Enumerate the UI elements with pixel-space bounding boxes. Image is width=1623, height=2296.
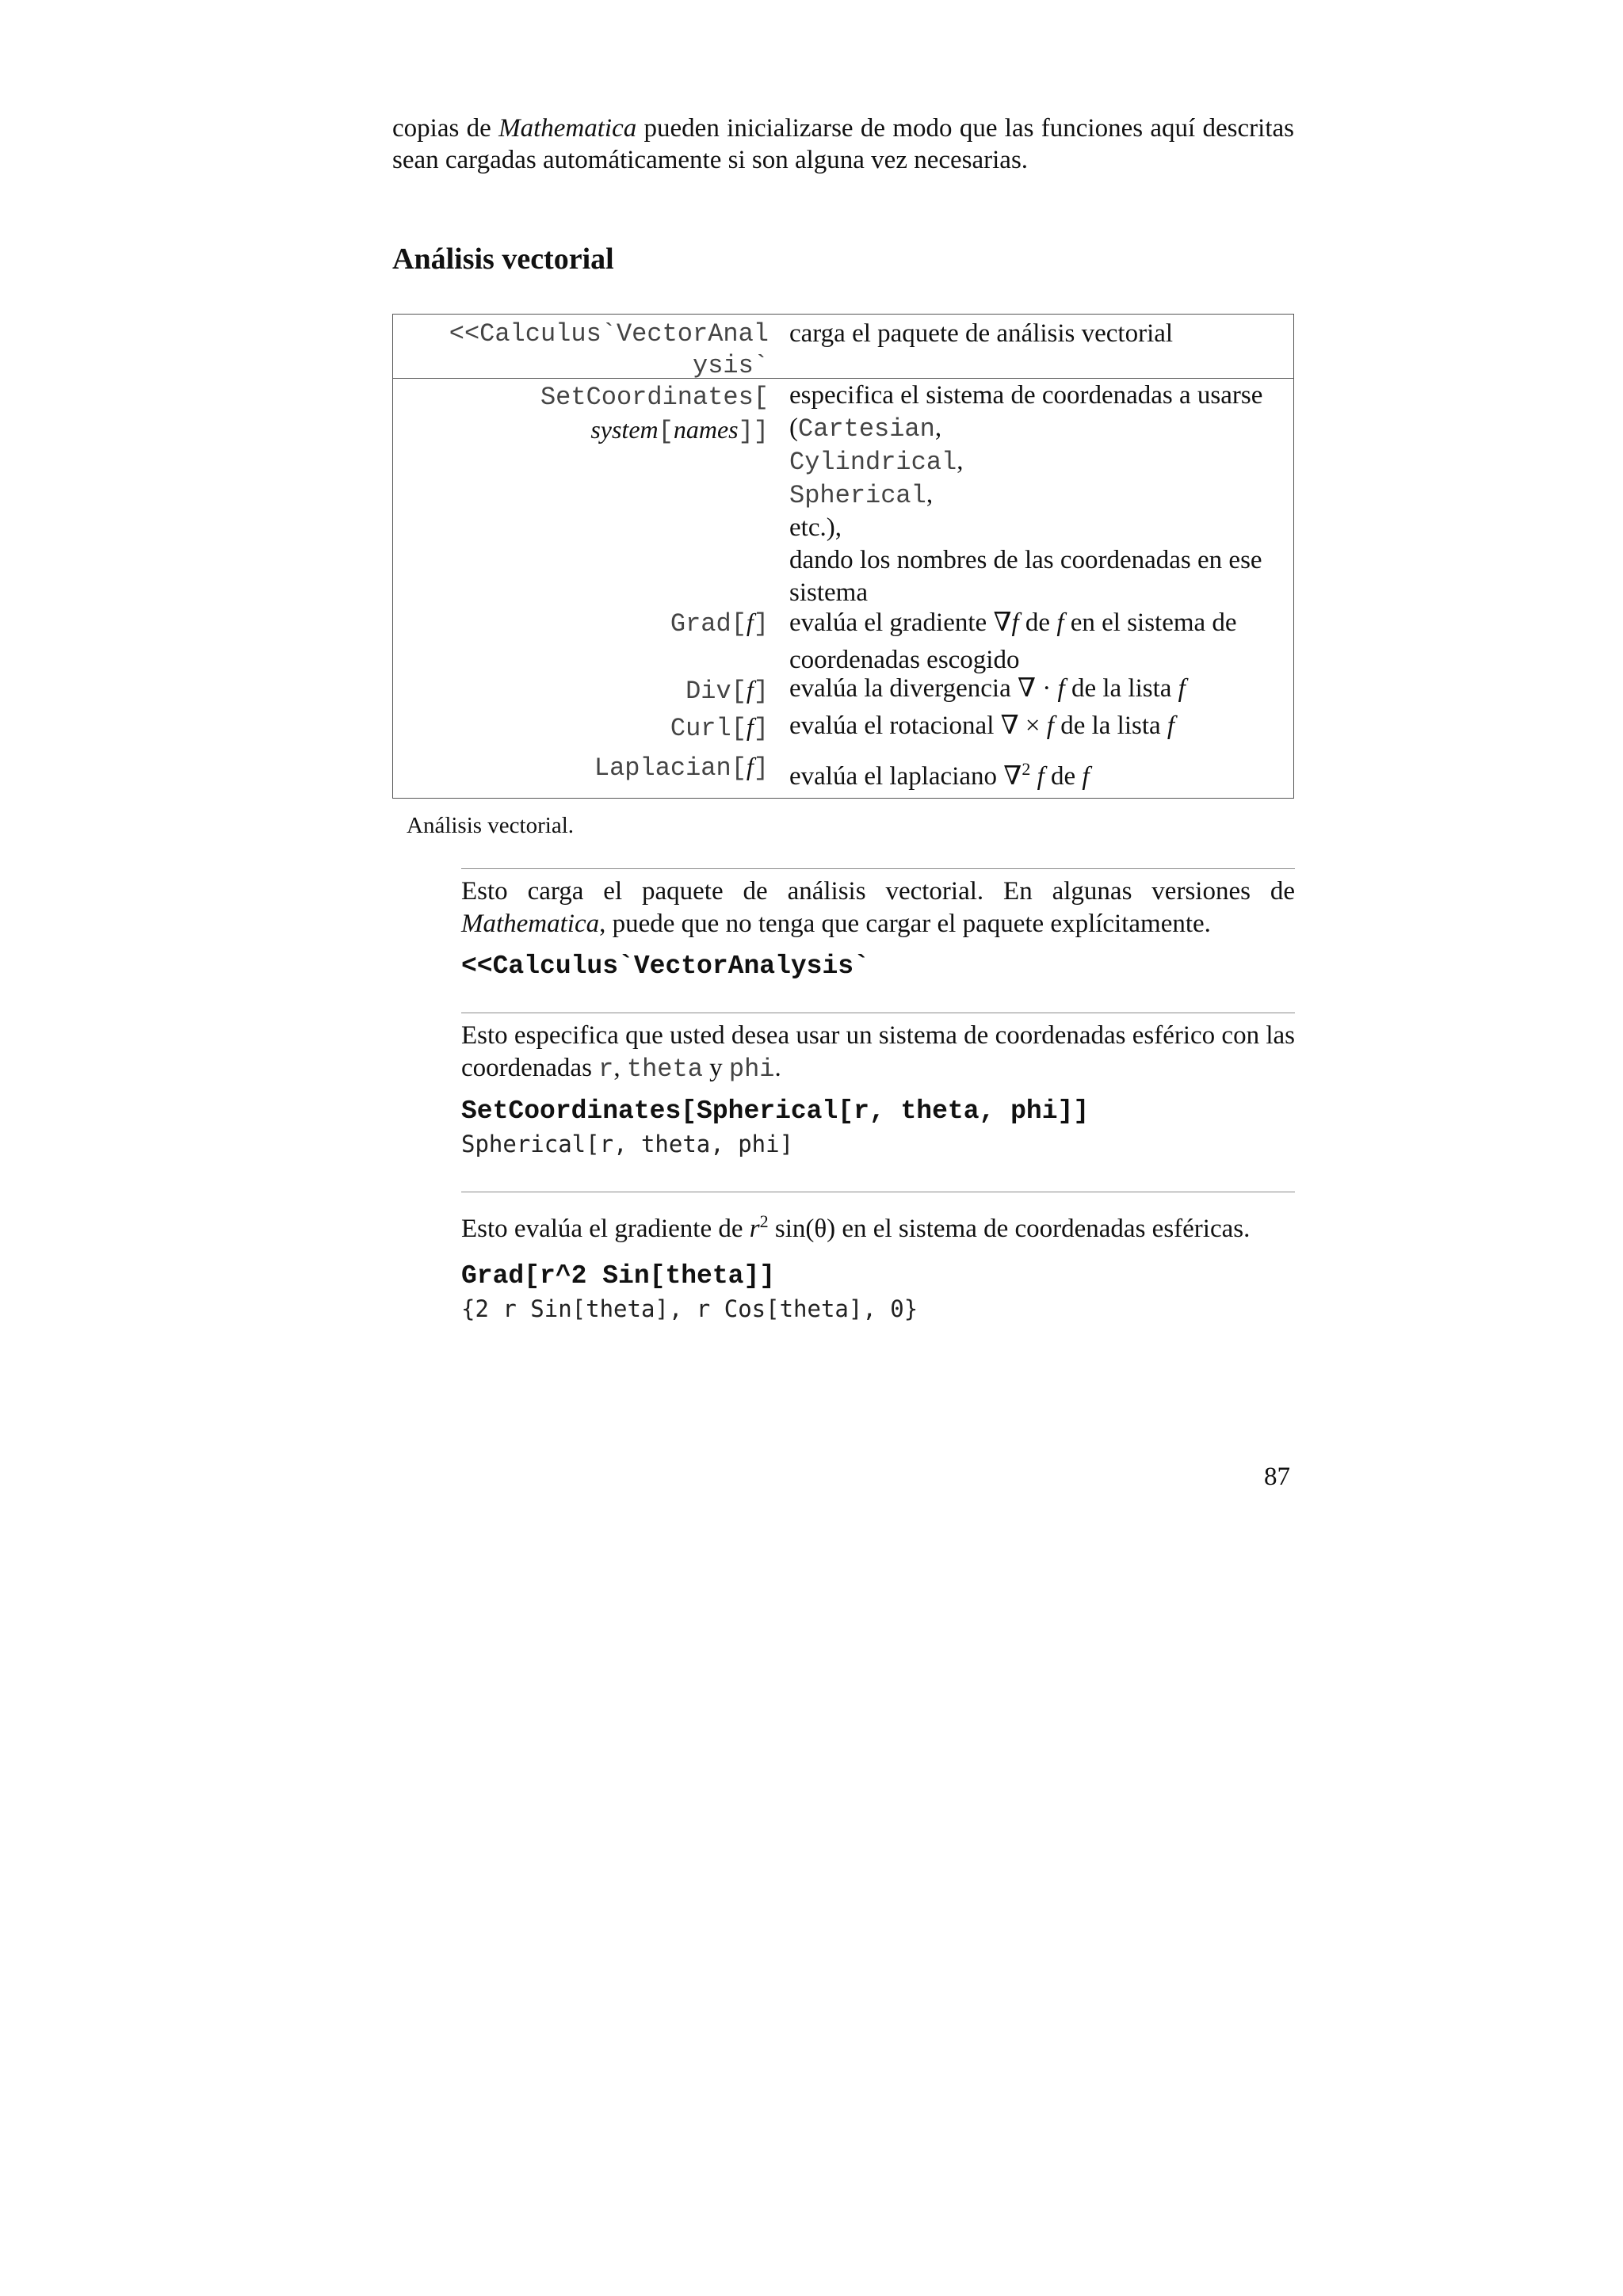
example-text-part: Esto evalúa el gradiente de <box>461 1215 750 1243</box>
desc-text: ( <box>789 414 798 442</box>
coord-name: phi <box>728 1055 775 1084</box>
intro-text-2: pueden inicializarse de modo que las funciones aquí descritas sean cargadas automáticamente si son alguna vez necesarias. <box>392 114 1294 174</box>
example-input: <<Calculus`VectorAnalysis` <box>461 952 869 981</box>
example-text-part: , puede que no tenga que cargar el paquete explícitamente. <box>599 910 1211 938</box>
cmd-text: Grad[ <box>670 609 747 639</box>
intro-text-1: copias de <box>392 114 499 143</box>
desc-line <box>789 479 1289 512</box>
cmd-text: SetCoordinates[ <box>540 383 769 412</box>
example-input: Grad[r^2 Sin[theta]] <box>461 1261 776 1291</box>
section-title: Análisis vectorial <box>392 242 614 276</box>
table-cmd-curl <box>670 712 769 743</box>
cmd-arg: f <box>746 712 754 741</box>
desc-math: f <box>1037 762 1044 791</box>
table-cmd-laplacian <box>594 752 769 783</box>
example-1 <box>461 868 1295 981</box>
desc-text: de <box>1044 762 1083 791</box>
desc-math: f <box>1082 762 1090 791</box>
cmd-arg: f <box>746 752 754 780</box>
example-math: r <box>749 1215 760 1243</box>
example-italic: Mathematica <box>461 910 600 938</box>
desc-math: f <box>1057 674 1065 703</box>
desc-superscript: 2 <box>1022 759 1031 779</box>
desc-math: f <box>1167 711 1175 740</box>
example-2 <box>461 1013 1295 1158</box>
desc-text: evalúa el laplaciano ∇ <box>789 762 1022 791</box>
desc-math: f <box>1046 711 1054 740</box>
example-text-part: , <box>613 1054 627 1082</box>
desc-text: , <box>957 447 964 475</box>
coord-name: theta <box>626 1055 703 1084</box>
example-text <box>461 1205 1295 1245</box>
cmd-arg: system <box>590 415 659 444</box>
example-input: SetCoordinates[Spherical[r, theta, phi]] <box>461 1097 1090 1126</box>
table-caption: Análisis vectorial. <box>407 813 575 838</box>
table-cmd-load <box>449 318 769 382</box>
desc-math: f <box>1011 608 1019 637</box>
desc-line <box>789 445 1289 479</box>
desc-line: dando los nombres de las coordenadas en ese sistema <box>789 546 1262 607</box>
example-output: Spherical[r, theta, phi] <box>461 1131 794 1158</box>
example-text <box>461 1020 1295 1085</box>
example-text-part: en el sistema de coordenadas esféricas. <box>835 1215 1251 1243</box>
cmd-text: ] <box>753 677 769 706</box>
table-desc-laplacian <box>789 753 1289 793</box>
table-desc-curl <box>789 710 1289 742</box>
cmd-text: Div[ <box>685 677 747 706</box>
example-superscript: 2 <box>759 1211 769 1231</box>
example-text <box>461 875 1295 940</box>
page-number: 87 <box>1264 1463 1290 1491</box>
cmd-arg: f <box>746 608 754 636</box>
example-divider <box>461 868 1295 869</box>
cmd-line: <<Calculus`VectorAnal <box>449 319 769 349</box>
cmd-text: ] <box>753 714 769 743</box>
cmd-text: ] <box>753 609 769 639</box>
cmd-text: ] <box>753 753 769 783</box>
desc-text: , <box>934 414 942 442</box>
cmd-text: ]] <box>738 417 769 446</box>
coord-name: Cylindrical <box>789 448 957 477</box>
desc-text: en el sistema de coordenadas escogido <box>789 608 1237 674</box>
desc-text: , <box>926 480 934 509</box>
desc-text: evalúa el rotacional ∇ × <box>789 711 1047 740</box>
cmd-text: Curl[ <box>670 714 747 743</box>
coord-name: Cartesian <box>798 414 935 444</box>
cmd-text: [ <box>658 417 674 446</box>
coord-name: Spherical <box>789 481 926 510</box>
table-cmd-setcoordinates <box>540 379 769 448</box>
cmd-line: ysis` <box>692 351 769 380</box>
example-text-part: y <box>702 1054 729 1082</box>
desc-line: etc.), <box>789 513 842 542</box>
table-desc-grad <box>789 605 1289 679</box>
coord-name: r <box>598 1055 614 1084</box>
table-cmd-grad <box>670 608 769 639</box>
cmd-text: Laplacian[ <box>594 753 747 783</box>
cmd-arg: names <box>673 415 739 444</box>
example-text-part: . <box>774 1054 781 1082</box>
example-output: {2 r Sin[theta], r Cos[theta], 0} <box>461 1295 918 1322</box>
desc-line: especifica el sistema de coordenadas a usarse <box>789 381 1263 410</box>
example-math: sin(θ) <box>768 1215 836 1243</box>
desc-line <box>789 412 1289 445</box>
desc-text: evalúa la divergencia ∇ · <box>789 674 1058 703</box>
intro-italic: Mathematica <box>498 114 637 143</box>
desc-text: evalúa el gradiente ∇ <box>789 608 1012 637</box>
desc-math: f <box>1056 608 1064 637</box>
desc-math: f <box>1178 674 1186 703</box>
function-table <box>392 314 1294 799</box>
desc-text: de la lista <box>1064 674 1178 703</box>
cmd-arg: f <box>746 675 754 704</box>
desc-text: de <box>1018 608 1057 637</box>
example-3 <box>461 1192 1295 1322</box>
table-desc-load: carga el paquete de análisis vectorial <box>789 319 1174 348</box>
example-text-part: Esto especifica que usted desea usar un sistema de coordenadas esférico con las coordenadas <box>461 1021 1295 1082</box>
table-desc-div <box>789 673 1289 705</box>
table-desc-setcoordinates <box>789 379 1289 609</box>
desc-text: de la lista <box>1053 711 1167 740</box>
intro-paragraph <box>392 113 1294 176</box>
table-cmd-div <box>685 675 769 706</box>
example-text-part: Esto carga el paquete de análisis vectorial. En algunas versiones de <box>461 877 1295 906</box>
